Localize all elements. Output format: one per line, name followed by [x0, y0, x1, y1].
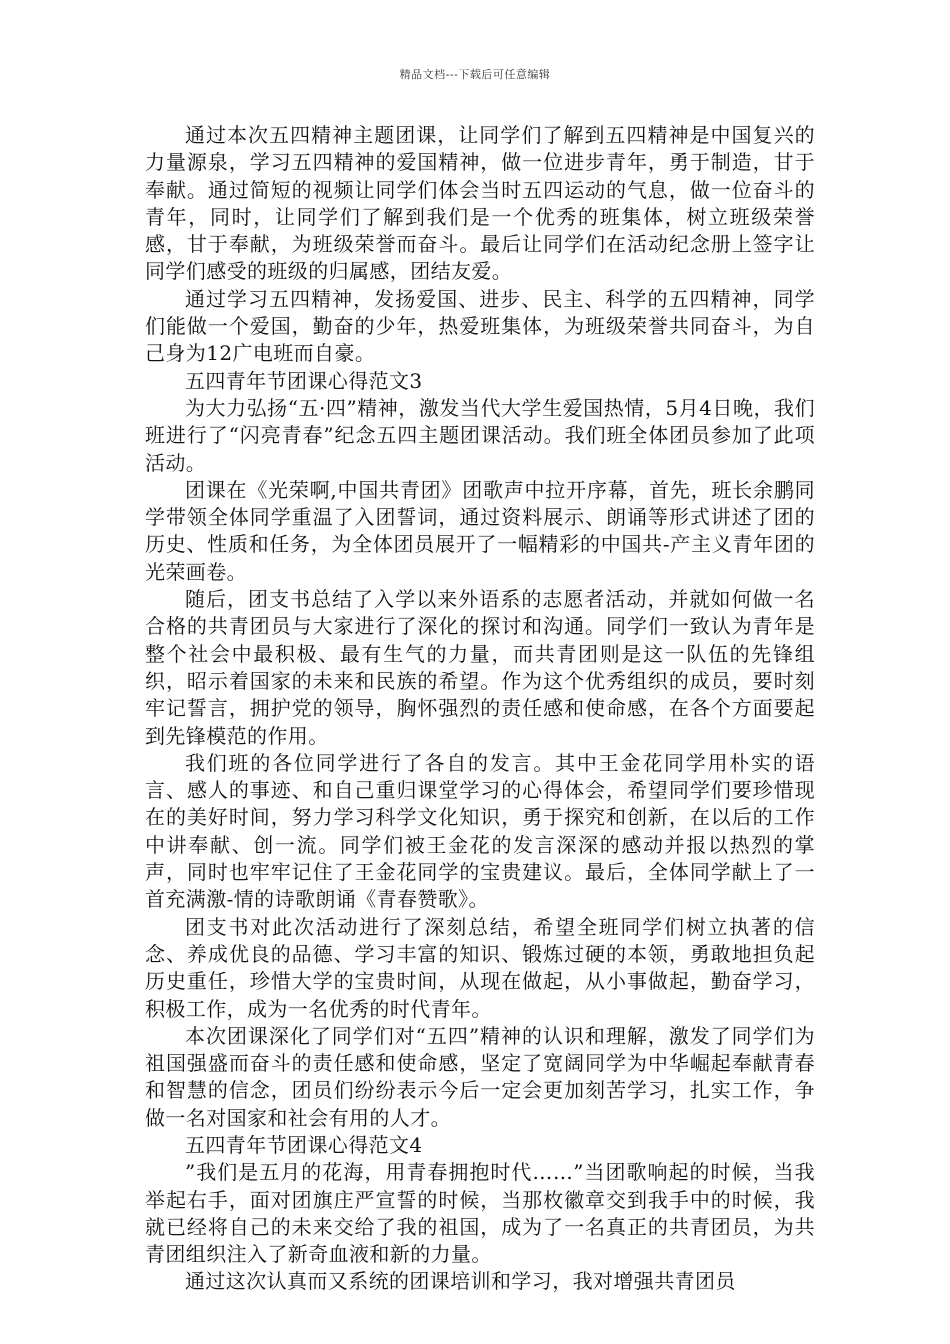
section-heading: 五四青年节团课心得范文3	[185, 368, 423, 393]
paragraph: ”我们是五月的花海，用青春拥抱时代……”当团歌响起的时候，当我举起右手，面对团旗庄严宣誓的时候，当那枚徽章交到我手中的时候，我就已经将自己的未来交给了我的祖国，成为了一名真正的共青团员，为共青团组织注入了新奇血液和新的力量。	[145, 1160, 815, 1267]
paragraph: 团支书对此次活动进行了深刻总结，希望全班同学们树立执著的信念、养成优良的品德、学习丰富的知识、锻炼过硬的本领，勇敢地担负起历史重任，珍惜大学的宝贵时间，从现在做起，从小事做起，勤奋学习，积极工作，成为一名优秀的时代青年。	[145, 914, 815, 1021]
paragraph: 通过本次五四精神主题团课，让同学们了解到五四精神是中国复兴的力量源泉，学习五四精神的爱国精神，做一位进步青年，勇于制造，甘于奉献。通过简短的视频让同学们体会当时五四运动的气息，做一位奋斗的青年，同时，让同学们了解到我们是一个优秀的班集体，树立班级荣誉感，甘于奉献，为班级荣誉而奋斗。最后让同学们在活动纪念册上签字让同学们感受的班级的归属感，团结友爱。	[145, 123, 815, 284]
paragraph: 团课在《光荣啊,中国共青团》团歌声中拉开序幕，首先，班长余鹏同学带领全体同学重温了入团誓词，通过资料展示、朗诵等形式讲述了团的历史、性质和任务，为全体团员展开了一幅精彩的中国共-产主义青年团的光荣画卷。	[145, 477, 815, 584]
paragraph: 随后，团支书总结了入学以来外语系的志愿者活动，并就如何做一名合格的共青团员与大家进行了深化的探讨和沟通。同学们一致认为青年是整个社会中最积极、最有生气的力量，而共青团则是这一队伍的先锋组织，昭示着国家的未来和民族的希望。作为这个优秀组织的成员，要时刻牢记誓言，拥护党的领导，胸怀强烈的责任感和使命感，在各个方面要起到先锋模范的作用。	[145, 587, 815, 748]
paragraph: 通过这次认真而又系统的团课培训和学习，我对增强共青团员	[185, 1269, 736, 1294]
paragraph: 为大力弘扬“五·四”精神，激发当代大学生爱国热情，5月4日晚，我们班进行了“闪亮青春”纪念五四主题团课活动。我们班全体团员参加了此项活动。	[145, 395, 815, 475]
paragraph: 本次团课深化了同学们对“五四”精神的认识和理解，激发了同学们为祖国强盛而奋斗的责任感和使命感，坚定了宽阔同学为中华崛起奉献青春和智慧的信念，团员们纷纷表示今后一定会更加刻苦学习，扎实工作，争做一名对国家和社会有用的人才。	[145, 1023, 815, 1130]
page-header: 精品文档---下载后可任意编辑	[399, 68, 551, 81]
section-heading: 五四青年节团课心得范文4	[185, 1132, 423, 1157]
document-body	[145, 122, 815, 1296]
paragraph: 通过学习五四精神，发扬爱国、进步、民主、科学的五四精神，同学们能做一个爱国，勤奋的少年，热爱班集体，为班级荣誉共同奋斗，为自己身为12广电班而自豪。	[145, 286, 815, 366]
paragraph: 我们班的各位同学进行了各自的发言。其中王金花同学用朴实的语言、感人的事迹、和自己重归课堂学习的心得体会，希望同学们要珍惜现在的美好时间，努力学习科学文化知识，勇于探究和创新，在以后的工作中讲奉献、创一流。同学们被王金花的发言深深的感动并报以热烈的掌声，同时也牢牢记住了王金花同学的宝贵建议。最后，全体同学献上了一首充满激-情的诗歌朗诵《青春赞歌》。	[145, 750, 815, 912]
